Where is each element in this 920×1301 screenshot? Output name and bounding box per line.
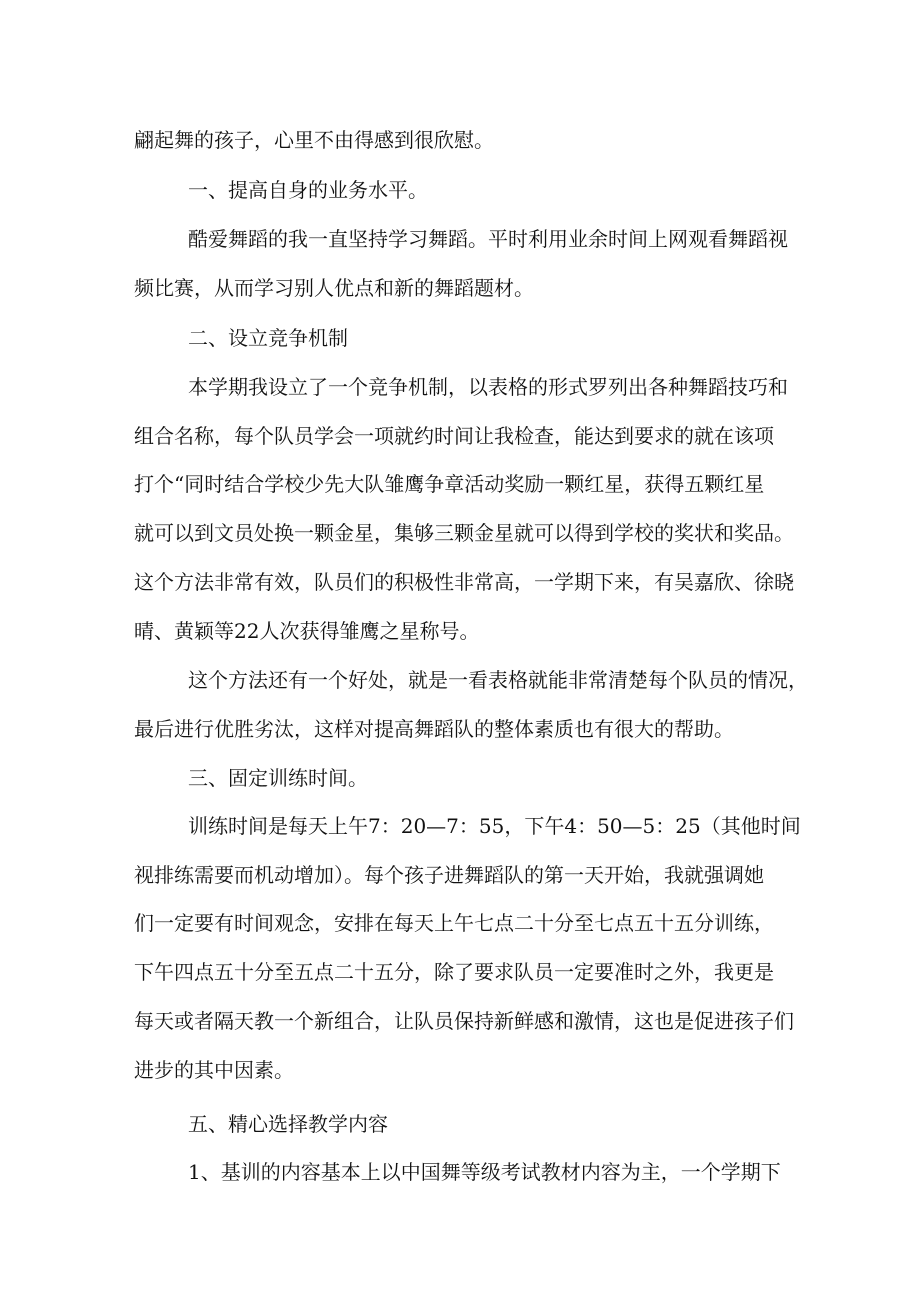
paragraph-continuation: 翩起舞的孩子，心里不由得感到很欣慰。 xyxy=(134,128,494,152)
section-heading-2: 二、设立竞争机制 xyxy=(188,326,348,350)
paragraph-line: 训练时间是每天上午7：20—7：55，下午4：50—5：25（其他时间 xyxy=(188,814,801,838)
paragraph-line: 最后进行优胜劣汰，这样对提高舞蹈队的整体素质也有很大的帮助。 xyxy=(134,717,734,741)
paragraph-line: 酷爱舞蹈的我一直坚持学习舞蹈。平时利用业余时间上网观看舞蹈视 xyxy=(188,227,788,251)
section-heading-3: 三、固定训练时间。 xyxy=(188,766,368,790)
paragraph-line: 频比赛，从而学习别人优点和新的舞蹈题材。 xyxy=(134,276,534,300)
paragraph-line: 这个方法还有一个好处，就是一看表格就能非常清楚每个队员的情况， xyxy=(188,668,808,692)
paragraph-line: 组合名称，每个队员学会一项就约时间让我检查，能达到要求的就在该项 xyxy=(134,424,774,448)
paragraph-line: 们一定要有时间观念，安排在每天上午七点二十分至七点五十五分训练， xyxy=(134,911,774,935)
paragraph-line: 就可以到文员处换一颗金星，集够三颗金星就可以得到学校的奖状和奖品。 xyxy=(134,521,794,545)
paragraph-line: 晴、黄颖等22人次获得雏鹰之星称号。 xyxy=(134,619,480,643)
section-heading-1: 一、提高自身的业务水平。 xyxy=(188,178,428,202)
paragraph-line: 进步的其中因素。 xyxy=(134,1058,294,1082)
section-heading-5: 五、精心选择教学内容 xyxy=(188,1112,388,1136)
paragraph-line: 下午四点五十分至五点二十五分，除了要求队员一定要准时之外，我更是 xyxy=(134,960,774,984)
paragraph-line: 每天或者隔天教一个新组合，让队员保持新鲜感和激情，这也是促进孩子们 xyxy=(134,1009,794,1033)
paragraph-line: 这个方法非常有效，队员们的积极性非常高，一学期下来，有吴嘉欣、徐晓 xyxy=(134,570,794,594)
paragraph-line: 视排练需要而机动增加）。每个孩子进舞蹈队的第一天开始，我就强调她 xyxy=(134,863,764,887)
paragraph-line: 打个“同时结合学校少先大队雏鹰争章活动奖励一颗红星，获得五颗红星 xyxy=(134,472,765,496)
paragraph-line: 1、基训的内容基本上以中国舞等级考试教材内容为主，一个学期下 xyxy=(188,1160,781,1184)
paragraph-line: 本学期我设立了一个竞争机制，以表格的形式罗列出各种舞蹈技巧和 xyxy=(188,375,788,399)
